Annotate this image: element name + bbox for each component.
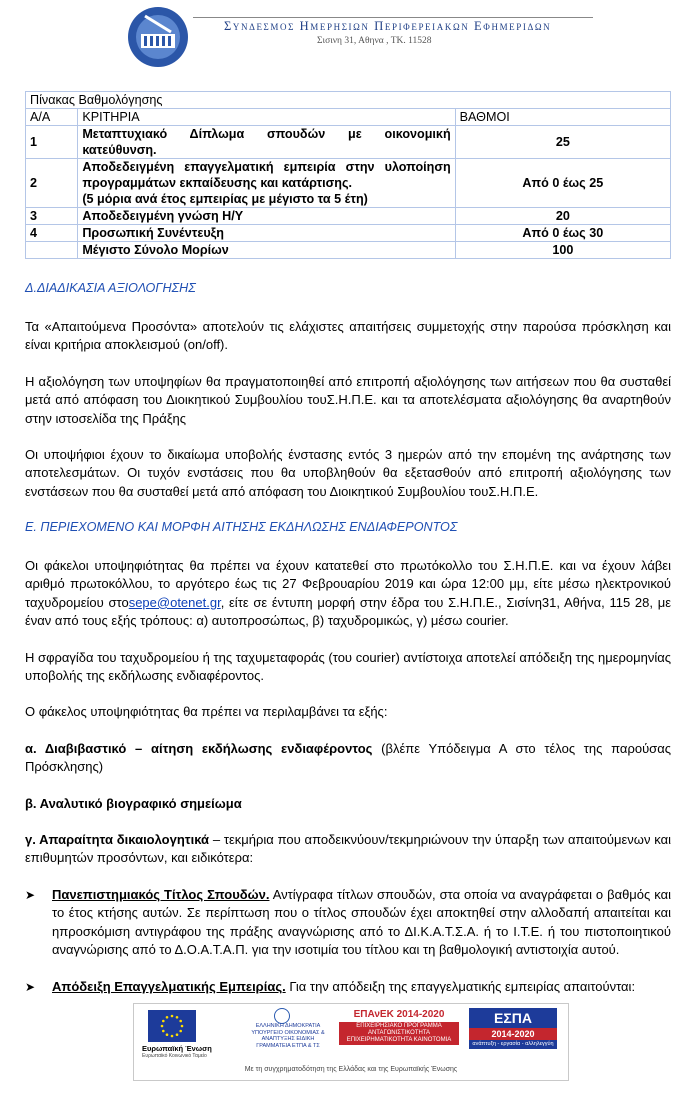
espa-logo xyxy=(469,1008,557,1052)
cofunding-note: Με τη συγχρηματοδότηση της Ελλάδας και της Ευρωπαϊκής Ένωσης xyxy=(244,1066,458,1073)
section-e-paragraph-2: Η σφραγίδα του ταχυδρομείου ή της ταχυμεταφοράς (του courier) αντίστοιχα αποτελεί απόδειξη της ημερομηνίας υποβολής της εκδήλωσης ενδιαφέροντος. xyxy=(25,650,671,684)
item-g xyxy=(25,831,671,868)
bullet-degree xyxy=(25,886,671,960)
section-e-heading: Ε. ΠΕΡΙΕΧΟΜΕΝΟ ΚΑΙ ΜΟΡΦΗ ΑΙΤΗΣΗΣ ΕΚΔΗΛΩΣΗΣ ΕΝΔΙΑΦΕΡΟΝΤΟΣ xyxy=(25,520,458,534)
espa-title: ΕΣΠΑ xyxy=(469,1008,557,1028)
bullet-body: Για την απόδειξη της επαγγελματικής εμπειρίας απαιτούνται: xyxy=(285,979,636,994)
table-row xyxy=(26,159,671,208)
arrow-bullet-icon: ➤ xyxy=(25,888,36,902)
item-a xyxy=(25,740,671,777)
row-score: 25 xyxy=(455,126,670,159)
row-criterion: Μέγιστο Σύνολο Μορίων xyxy=(78,242,455,259)
org-logo xyxy=(127,6,189,68)
bullet-text xyxy=(52,978,671,996)
item-b xyxy=(25,795,671,813)
row-score: Από 0 έως 25 xyxy=(455,159,670,208)
row-criterion: Αποδεδειγμένη γνώση Η/Υ xyxy=(78,208,455,225)
section-d-heading: Δ.ΔΙΑΔΙΚΑΣΙΑ ΑΞΙΟΛΟΓΗΣΗΣ xyxy=(25,281,196,295)
item-g-text: – τεκμήρια που αποδεικνύουν/τεκμηριώνουν την ύπαρξη των απαιτούμενων και επιθυμητών προσόντων, και ειδικότερα: xyxy=(25,832,672,866)
bullet-body: Αντίγραφα τίτλων σπουδών, στα οποία να αναγράφεται ο βαθμός και το έτος κτήσης αυτών. Σε περίπτωση που ο τίτλος σπουδών έχει αποκτηθεί στην αλλοδαπή απαιτείται και ηπροσκόμιση αντιγράφου της πράξης αναγνώρισης από το ΔΙ.Κ.Α.Τ.Σ.Α. ή το Ι.Τ.Ε. ή του πιστοποιητικού αναγνώρισης από το Δ.Ο.Α.Τ.Α.Π. για την ισοτιμία του τίτλου και τη βαθμολογική αντιστοιχία αυτού. xyxy=(52,887,671,958)
scoring-table xyxy=(25,91,671,259)
row-num: 2 xyxy=(26,159,78,208)
item-b-title: β. Αναλυτικό βιογραφικό σημείωμα xyxy=(25,796,242,811)
col-header-score: ΒΑΘΜΟΙ xyxy=(455,109,670,126)
row-score: 20 xyxy=(455,208,670,225)
espa-years: 2014-2020 xyxy=(469,1028,557,1040)
row-score: Από 0 έως 30 xyxy=(455,225,670,242)
row-num: 4 xyxy=(26,225,78,242)
row-criterion-note: (5 μόρια ανά έτος εμπειρίας με μέγιστο τα 5 έτη) xyxy=(82,192,368,206)
item-g-title: γ. Απαραίτητα δικαιολογητικά xyxy=(25,832,210,847)
col-header-num: Α/Α xyxy=(26,109,78,126)
row-num: 3 xyxy=(26,208,78,225)
table-row xyxy=(26,126,671,159)
row-criterion: Μεταπτυχιακό Δίπλωμα σπουδών με οικονομική κατεύθυνση. xyxy=(78,126,455,159)
bullet-text xyxy=(52,886,671,960)
bullet-experience xyxy=(25,978,671,996)
epanek-logo xyxy=(339,1009,459,1051)
greek-emblem-icon xyxy=(274,1008,290,1024)
paragraph-text: , είτε σε έντυπη μορφή στην έδρα του Σ.Η.Π.Ε., Σισίνη31, Αθήνα, 115 28, με έναν από τους εξής τρόπους: α) αυτοπροσώπως, β) ταχυδρομικώς, γ) μέσω courier. xyxy=(25,594,671,629)
header-rule xyxy=(193,17,593,18)
table-title-row xyxy=(26,92,671,109)
section-d-paragraph-3: Οι υποψήφιοι έχουν το δικαίωμα υποβολής ένστασης εντός 3 ημερών από την επομένη της ανάρτησης των αποτελεσμάτων. Οι τυχόν ενστάσεις που θα υποβληθούν θα εξετασθούν από επιτροπή αξιολόγησης των ενστάσεων που θα συσταθεί μετά από απόφαση του Διοικητικού Συμβουλίου τουΣ.Η.Π.Ε. xyxy=(25,447,671,499)
eu-flag-icon xyxy=(148,1010,196,1042)
row-criterion: Προσωπική Συνέντευξη xyxy=(78,225,455,242)
section-e-paragraph-3: Ο φάκελος υποψηφιότητας θα πρέπει να περιλαμβάνει τα εξής: xyxy=(25,704,388,719)
table-total-row xyxy=(26,242,671,259)
epanek-subtitle: ΕΠΙΧΕΙΡΗΣΙΑΚΟ ΠΡΟΓΡΑΜΜΑ ΑΝΤΑΓΩΝΙΣΤΙΚΟΤΗΤΑ ΕΠΙΧΕΙΡΗΜΑΤΙΚΟΤΗΤΑ ΚΑΙΝΟΤΟΜΙΑ xyxy=(339,1022,459,1045)
email-link[interactable]: sepe@otenet.gr xyxy=(128,594,221,610)
row-score: 100 xyxy=(455,242,670,259)
col-header-criteria: ΚΡΙΤΗΡΙΑ xyxy=(78,109,455,126)
org-address: Σισινη 31, Αθηνα , ΤΚ. 11528 xyxy=(317,36,432,46)
table-row xyxy=(26,208,671,225)
paragraph-text: Οι φάκελοι υποψηφιότητας θα πρέπει να έχουν κατατεθεί στο πρωτόκολλο του Σ.Η.Π.Ε. και να έχουν λάβει αριθμό πρωτοκόλλου, το αργότερο έως τις 27 Φεβρουαρίου 2019 και ώρα 12:00 μμ, είτε μέσω ηλεκτρονικού ταχυδρομείου στο xyxy=(25,558,671,610)
row-num xyxy=(26,242,78,259)
eu-sublabel: Ευρωπαϊκό Κοινωνικό Ταμείο xyxy=(142,1053,207,1059)
row-criterion-cell xyxy=(78,159,455,208)
item-a-title: α. Διαβιβαστικό – αίτηση εκδήλωσης ενδιαφέροντος xyxy=(25,741,373,756)
bullet-title: Πανεπιστημιακός Τίτλος Σπουδών. xyxy=(52,887,270,902)
funding-banner xyxy=(133,1003,569,1081)
row-num: 1 xyxy=(26,126,78,159)
arrow-bullet-icon: ➤ xyxy=(25,980,36,994)
item-a-text: (βλέπε Υπόδειγμα Α στο τέλος της παρούσας Πρόσκλησης) xyxy=(25,741,671,775)
section-e-paragraph-1 xyxy=(25,557,671,631)
org-name: Συνδεσμος Ημερησιων Περιφερειακων Εφημεριδων xyxy=(224,19,552,33)
eu-label: Ευρωπαϊκή Ένωση xyxy=(142,1044,212,1053)
section-d-paragraph-1: Τα «Απαιτούμενα Προσόντα» αποτελούν τις ελάχιστες απαιτήσεις συμμετοχής στην παρούσα πρόσκληση και είναι κριτήρια αποκλεισμού (on/off). xyxy=(25,319,671,353)
row-criterion: Αποδεδειγμένη επαγγελματική εμπειρία στην υλοποίηση προγραμμάτων εκπαίδευσης και κατάρτισης. xyxy=(82,160,451,190)
epanek-title: ΕΠΑνΕΚ 2014-2020 xyxy=(353,1009,445,1020)
table-header-row xyxy=(26,109,671,126)
espa-slogan: ανάπτυξη - εργασία - αλληλεγγύη xyxy=(469,1040,557,1049)
ministry-label: ΕΛΛΗΝΙΚΗ ΔΗΜΟΚΡΑΤΙΑ ΥΠΟΥΡΓΕΙΟ ΟΙΚΟΝΟΜΙΑΣ & ΑΝΑΠΤΥΞΗΣ ΕΙΔΙΚΗ ΓΡΑΜΜΑΤΕΙΑ ΕΤΠΑ & ΤΣ xyxy=(251,1023,325,1049)
table-title: Πίνακας Βαθμολόγησης xyxy=(26,92,671,109)
section-d-paragraph-2: Η αξιολόγηση των υποψηφίων θα πραγματοποιηθεί από επιτροπή αξιολόγησης των αιτήσεων που θα συσταθεί μετά από απόφαση του Διοικητικού Συμβουλίου τουΣ.Η.Π.Ε. και τα αποτελέσματα αξιολόγησης θα αναρτηθούν στην ιστοσελίδα της Πράξης xyxy=(25,374,671,426)
table-row xyxy=(26,225,671,242)
bullet-title: Απόδειξη Επαγγελματικής Εμπειρίας. xyxy=(52,979,286,994)
